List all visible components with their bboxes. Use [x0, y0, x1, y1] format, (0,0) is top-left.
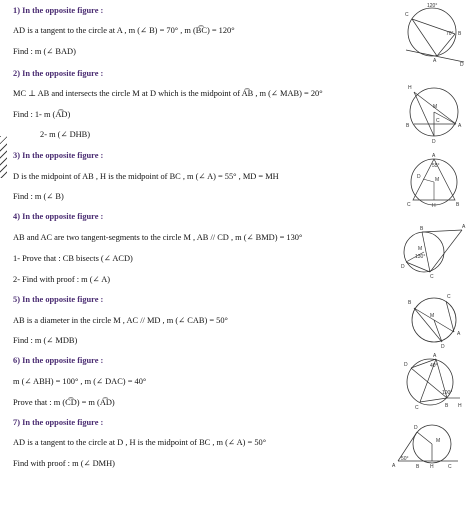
problem-1-heading: 1) In the opposite figure :	[13, 6, 104, 15]
figure-4-label-130: 130°	[415, 254, 426, 260]
figure-1-diagram	[400, 2, 466, 66]
figure-2-label-h: H	[408, 85, 412, 91]
figure-3-label-c: C	[407, 202, 411, 208]
figure-7-label-c: C	[448, 464, 452, 470]
figure-5-label-c: C	[447, 294, 451, 300]
figure-1-label-120: 120°	[427, 3, 438, 9]
figure-4-label-c: C	[430, 274, 434, 280]
binding-edge	[0, 136, 7, 178]
problem-2-find-2: 2- m (∠ DHB)	[40, 130, 91, 139]
figure-6-label-100: 100°	[442, 390, 453, 396]
figure-4-label-m: M	[418, 246, 423, 252]
problem-1-find: Find : m (∠ BAD)	[13, 47, 76, 56]
figure-5-label-a: A	[457, 331, 461, 337]
figure-6-label-c: C	[415, 405, 419, 411]
problem-6-heading: 6) In the opposite figure :	[13, 356, 104, 365]
figure-2-label-b: B	[406, 123, 410, 129]
problem-4-heading: 4) In the opposite figure :	[13, 212, 104, 221]
figure-5-label-d: D	[441, 344, 445, 350]
figure-7-label-b: B	[416, 464, 420, 470]
problem-7-find: Find with proof : m (∠ DMH)	[13, 459, 115, 468]
figure-6-diagram	[400, 352, 466, 414]
figure-2-label-d: D	[432, 139, 436, 145]
figure-2-label-c: C	[436, 118, 440, 124]
problem-3-find: Find : m (∠ B)	[13, 192, 64, 201]
figure-4-label-b: B	[420, 226, 424, 232]
figure-4-label-d: D	[401, 264, 405, 270]
figure-4-diagram	[400, 222, 466, 278]
figure-1-label-d: D	[460, 62, 464, 68]
problem-4-find: 1- Prove that : CB bisects (∠ ACD)	[13, 254, 133, 263]
figure-3-label-55: 55°	[432, 163, 440, 169]
figure-1-label-b: B	[458, 31, 462, 37]
figure-5-label-m: M	[430, 313, 435, 319]
problem-4-find-2: 2- Find with proof : m (∠ A)	[13, 275, 111, 284]
problem-6-prove: Prove that : m (C͡D) = m (A͡D)	[13, 398, 115, 407]
problem-2-given: MC ⊥ AB and intersects the circle M at D which is the midpoint of A͡B , m (∠ MAB) = 20°	[13, 89, 323, 98]
figure-3-label-b: B	[456, 202, 460, 208]
figure-2-diagram	[404, 80, 464, 144]
figure-7-label-h: H	[430, 464, 434, 470]
figure-7-label-a: A	[392, 463, 396, 469]
figure-3-label-m: M	[435, 177, 440, 183]
figure-5-label-b: B	[408, 300, 412, 306]
figure-1-label-a: A	[433, 58, 437, 64]
problem-5-find: Find : m (∠ MDB)	[13, 336, 78, 345]
problem-4-given: AB and AC are two tangent-segments to the circle M , AB // CD , m (∠ BMD) = 130°	[13, 233, 303, 242]
figure-3-diagram	[405, 150, 463, 212]
problem-2-find: Find : 1- m (A͡D)	[13, 110, 71, 119]
figure-6-label-d: D	[404, 362, 408, 368]
problem-1-given: AD is a tangent to the circle at A , m (∠ B) = 70° , m (B͡C) = 120°	[13, 26, 235, 35]
problem-7-heading: 7) In the opposite figure :	[13, 418, 104, 427]
figure-1-label-c: C	[405, 12, 409, 18]
figure-3-label-a: A	[432, 153, 436, 159]
figure-7-diagram	[392, 420, 466, 472]
figure-7-label-m: M	[436, 438, 441, 444]
problem-5-heading: 5) In the opposite figure :	[13, 295, 104, 304]
figure-1-label-70: 70°	[446, 31, 454, 37]
problem-2-heading: 2) In the opposite figure :	[13, 69, 104, 78]
figure-6-label-a: A	[433, 353, 437, 359]
problem-7-given: AD is a tangent to the circle at D , H is the midpoint of BC , m (∠ A) = 50°	[13, 438, 267, 447]
problem-3-heading: 3) In the opposite figure :	[13, 151, 104, 160]
problem-3-given: D is the midpoint of AB , H is the midpoint of BC , m (∠ A) = 55° , MD = MH	[13, 172, 279, 181]
figure-2-label-m: M	[433, 104, 438, 110]
figure-5-diagram	[404, 290, 464, 348]
figure-2-label-a: A	[458, 123, 462, 129]
figure-6-label-40: 40°	[430, 363, 438, 369]
figure-4-label-a: A	[462, 224, 466, 230]
figure-6-label-b: B	[445, 403, 449, 409]
figure-3-label-h: H	[432, 203, 436, 209]
problem-6-given: m (∠ ABH) = 100° , m (∠ DAC) = 40°	[13, 377, 147, 386]
figure-7-label-d: D	[414, 425, 418, 431]
figure-3-label-d: D	[417, 174, 421, 180]
figure-7-label-50: 50°	[401, 456, 409, 462]
figure-6-label-h: H	[458, 403, 462, 409]
problem-5-given: AB is a diameter in the circle M , AC // MD , m (∠ CAB) = 50°	[13, 316, 228, 325]
